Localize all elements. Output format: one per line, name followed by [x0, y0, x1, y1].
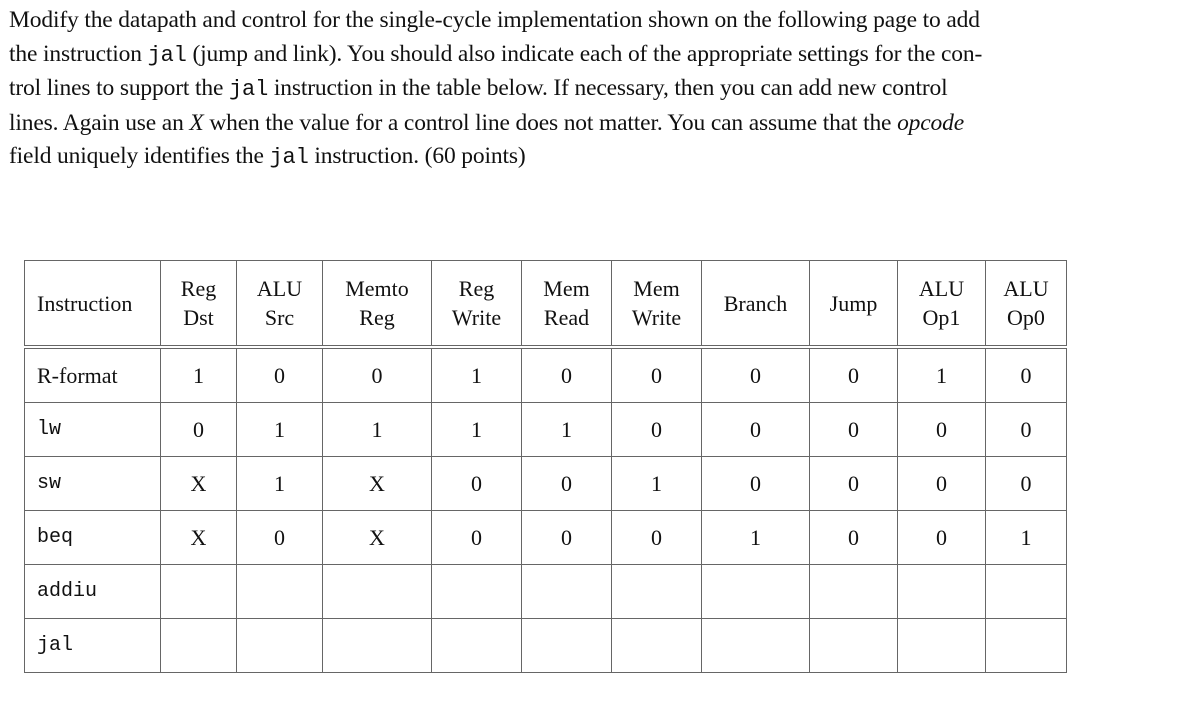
control-value-cell: 0 — [810, 511, 898, 565]
control-value-cell: 1 — [432, 347, 522, 403]
control-value-cell: 0 — [237, 347, 323, 403]
control-value-cell: 0 — [810, 403, 898, 457]
control-value-cell: 0 — [522, 347, 612, 403]
control-value-cell — [810, 619, 898, 673]
column-header-label: Op0 — [1007, 305, 1045, 330]
column-header-label: Read — [543, 305, 590, 330]
control-value-cell — [432, 619, 522, 673]
control-value-cell: 0 — [612, 511, 702, 565]
control-value-cell: 0 — [612, 403, 702, 457]
inline-code-jal: jal — [147, 42, 187, 68]
question-line-3 — [9, 72, 1183, 107]
control-value-cell: 0 — [323, 347, 432, 403]
question-text-fragment: the instruction — [9, 40, 148, 67]
column-header — [161, 261, 237, 348]
control-value-cell: X — [323, 511, 432, 565]
table-row — [25, 347, 1067, 403]
column-header-label: ALU — [256, 276, 303, 301]
column-header-label: Instruction — [37, 290, 133, 316]
control-value-cell: 0 — [522, 457, 612, 511]
table-row — [25, 565, 1067, 619]
inline-code-jal: jal — [269, 145, 309, 170]
control-value-cell — [612, 565, 702, 619]
control-value-cell: 0 — [986, 457, 1067, 511]
control-value-cell — [522, 565, 612, 619]
question-text-fragment: when the value for a control line does not matter. You can assume that the — [203, 109, 898, 136]
control-value-cell — [237, 565, 323, 619]
column-header-label: Write — [451, 305, 502, 330]
control-value-cell: 0 — [432, 511, 522, 565]
control-value-cell: 1 — [986, 511, 1067, 565]
control-value-cell: 0 — [810, 457, 898, 511]
instruction-cell: R-format — [25, 347, 161, 403]
control-value-cell: 1 — [237, 457, 323, 511]
instruction-cell: jal — [25, 619, 161, 673]
question-line-1: Modify the datapath and control for the single-cycle implementation shown on the following page to add — [9, 7, 980, 33]
column-header — [612, 261, 702, 348]
question-line-2 — [9, 38, 1183, 73]
control-value-cell — [323, 619, 432, 673]
control-value-cell: X — [161, 457, 237, 511]
question-text-fragment: lines. Again use an — [9, 109, 190, 136]
question-text-fragment: (jump and link). You should also indicate each of the appropriate settings for the con- — [186, 40, 983, 67]
control-value-cell: 1 — [898, 347, 986, 403]
control-value-cell: 0 — [702, 347, 810, 403]
table-row — [25, 457, 1067, 511]
control-value-cell: 0 — [612, 347, 702, 403]
control-value-cell: 0 — [898, 511, 986, 565]
control-value-cell — [986, 565, 1067, 619]
column-header — [323, 261, 432, 348]
control-value-cell — [612, 619, 702, 673]
question-line-4 — [9, 107, 1183, 141]
control-value-cell: 0 — [986, 347, 1067, 403]
control-value-cell — [161, 565, 237, 619]
control-value-cell: 0 — [898, 403, 986, 457]
column-header-label: Reg — [458, 276, 495, 301]
column-header — [522, 261, 612, 348]
instruction-cell: sw — [25, 457, 161, 511]
control-value-cell — [237, 619, 323, 673]
control-value-cell — [432, 565, 522, 619]
instruction-cell: addiu — [25, 565, 161, 619]
column-header — [432, 261, 522, 348]
italic-opcode: opcode — [897, 109, 965, 136]
table-body — [25, 347, 1067, 673]
control-value-cell — [898, 619, 986, 673]
control-value-cell — [810, 565, 898, 619]
control-value-cell — [986, 619, 1067, 673]
control-value-cell: X — [161, 511, 237, 565]
question-text-fragment: trol lines to support the — [9, 75, 229, 101]
control-value-cell: 0 — [986, 403, 1067, 457]
inline-code-jal: jal — [228, 77, 269, 102]
table-row — [25, 619, 1067, 673]
column-header — [237, 261, 323, 348]
table-header-row — [25, 261, 1067, 348]
control-value-cell — [702, 619, 810, 673]
control-value-cell: 0 — [432, 457, 522, 511]
instruction-cell: lw — [25, 403, 161, 457]
control-value-cell: 1 — [161, 347, 237, 403]
instruction-cell: beq — [25, 511, 161, 565]
question-text-fragment: instruction. (60 points) — [308, 143, 526, 169]
column-header-label: ALU — [1003, 276, 1049, 301]
control-signals-table — [24, 260, 1067, 673]
column-header-instruction — [25, 261, 161, 348]
control-value-cell: 1 — [237, 403, 323, 457]
control-value-cell — [898, 565, 986, 619]
control-value-cell: 0 — [702, 457, 810, 511]
column-header — [810, 261, 898, 348]
question-text-fragment: field uniquely identifies the — [9, 143, 270, 169]
column-header — [702, 261, 810, 348]
column-header-label: Dst — [183, 305, 214, 330]
control-value-cell — [161, 619, 237, 673]
control-value-cell: 0 — [898, 457, 986, 511]
column-header-label: Write — [631, 305, 682, 330]
column-header-label: Memto — [345, 276, 409, 301]
control-value-cell: 1 — [612, 457, 702, 511]
question-line-5 — [9, 140, 1183, 175]
table-row — [25, 511, 1067, 565]
control-value-cell: 1 — [432, 403, 522, 457]
control-value-cell — [323, 565, 432, 619]
control-value-cell — [702, 565, 810, 619]
column-header-label: Branch — [723, 290, 788, 316]
control-value-cell: 1 — [522, 403, 612, 457]
table-row — [25, 403, 1067, 457]
column-header-label: Mem — [543, 276, 590, 301]
question-text-fragment: instruction in the table below. If necessary, then you can add new control — [268, 75, 948, 101]
column-header-label: Src — [264, 305, 295, 330]
column-header-label: ALU — [918, 276, 965, 301]
control-value-cell: 0 — [810, 347, 898, 403]
column-header-label: Mem — [633, 276, 680, 301]
control-value-cell — [522, 619, 612, 673]
control-value-cell: 0 — [237, 511, 323, 565]
control-value-cell: 0 — [702, 403, 810, 457]
column-header — [898, 261, 986, 348]
column-header-label: Op1 — [922, 305, 961, 330]
control-value-cell: 1 — [323, 403, 432, 457]
column-header-label: Reg — [359, 305, 395, 330]
control-value-cell: X — [323, 457, 432, 511]
column-header-label: Reg — [180, 276, 217, 301]
column-header — [986, 261, 1067, 348]
column-header-label: Jump — [829, 290, 878, 316]
control-value-cell: 1 — [702, 511, 810, 565]
italic-x: X — [189, 109, 204, 136]
question-text — [9, 4, 1183, 175]
control-value-cell: 0 — [522, 511, 612, 565]
control-value-cell: 0 — [161, 403, 237, 457]
